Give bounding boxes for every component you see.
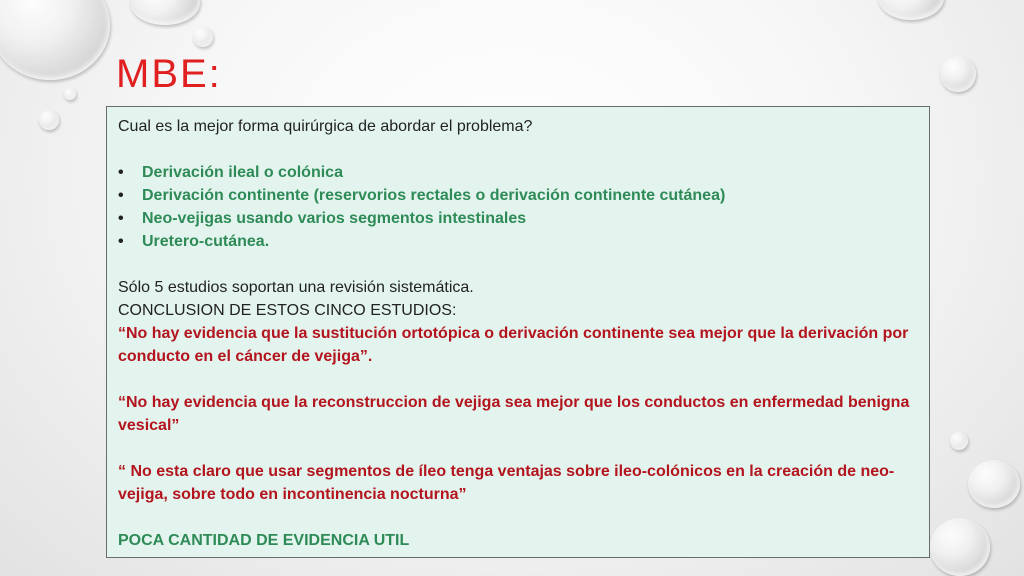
conclusion-heading: CONCLUSION DE ESTOS CINCO ESTUDIOS: — [118, 302, 457, 319]
option-text: Uretero-cutánea. — [142, 233, 270, 250]
spacer — [118, 138, 919, 161]
bullet-icon: • — [118, 164, 124, 181]
option-text: Neo-vejigas usando varios segmentos intestinales — [142, 210, 527, 227]
quote-text: “No hay evidencia que la reconstruccion de vejiga sea mejor que los conductos en enfermedad benigna vesical” — [118, 394, 910, 434]
spacer — [118, 506, 919, 529]
water-drop-decoration — [968, 460, 1020, 508]
water-drop-decoration — [878, 0, 944, 20]
quote-text: “ No esta claro que usar segmentos de íleo tenga ventajas sobre ileo-colónicos en la creación de neo-vejiga, sobre todo en incontinencia nocturna” — [118, 463, 895, 503]
water-drop-decoration — [0, 0, 110, 80]
bullet-icon: • — [118, 187, 124, 204]
list-item — [118, 184, 919, 207]
studies-line: Sólo 5 estudios soportan una revisión sistemática. — [118, 279, 474, 296]
spacer — [118, 253, 919, 276]
options-list — [118, 161, 919, 253]
list-item — [118, 230, 919, 253]
option-text: Derivación continente (reservorios rectales o derivación continente cutánea) — [142, 187, 726, 204]
question-text: Cual es la mejor forma quirúrgica de abordar el problema? — [118, 118, 533, 135]
content-box — [106, 106, 930, 558]
list-item — [118, 161, 919, 184]
water-drop-decoration — [930, 518, 990, 576]
option-text: Derivación ileal o colónica — [142, 164, 343, 181]
slide-title: MBE: — [116, 52, 222, 96]
water-drop-decoration — [64, 88, 76, 100]
bullet-icon: • — [118, 210, 124, 227]
footer-note: POCA CANTIDAD DE EVIDENCIA UTIL — [118, 532, 410, 549]
water-drop-decoration — [193, 27, 213, 47]
bullet-icon: • — [118, 233, 124, 250]
list-item — [118, 207, 919, 230]
water-drop-decoration — [39, 110, 59, 130]
quote-text: “No hay evidencia que la sustitución ortotópica o derivación continente sea mejor que la derivación por conducto en el cáncer de vejiga”. — [118, 325, 909, 365]
spacer — [118, 437, 919, 460]
water-drop-decoration — [950, 432, 968, 450]
spacer — [118, 368, 919, 391]
water-drop-decoration — [130, 0, 200, 25]
water-drop-decoration — [940, 56, 976, 92]
